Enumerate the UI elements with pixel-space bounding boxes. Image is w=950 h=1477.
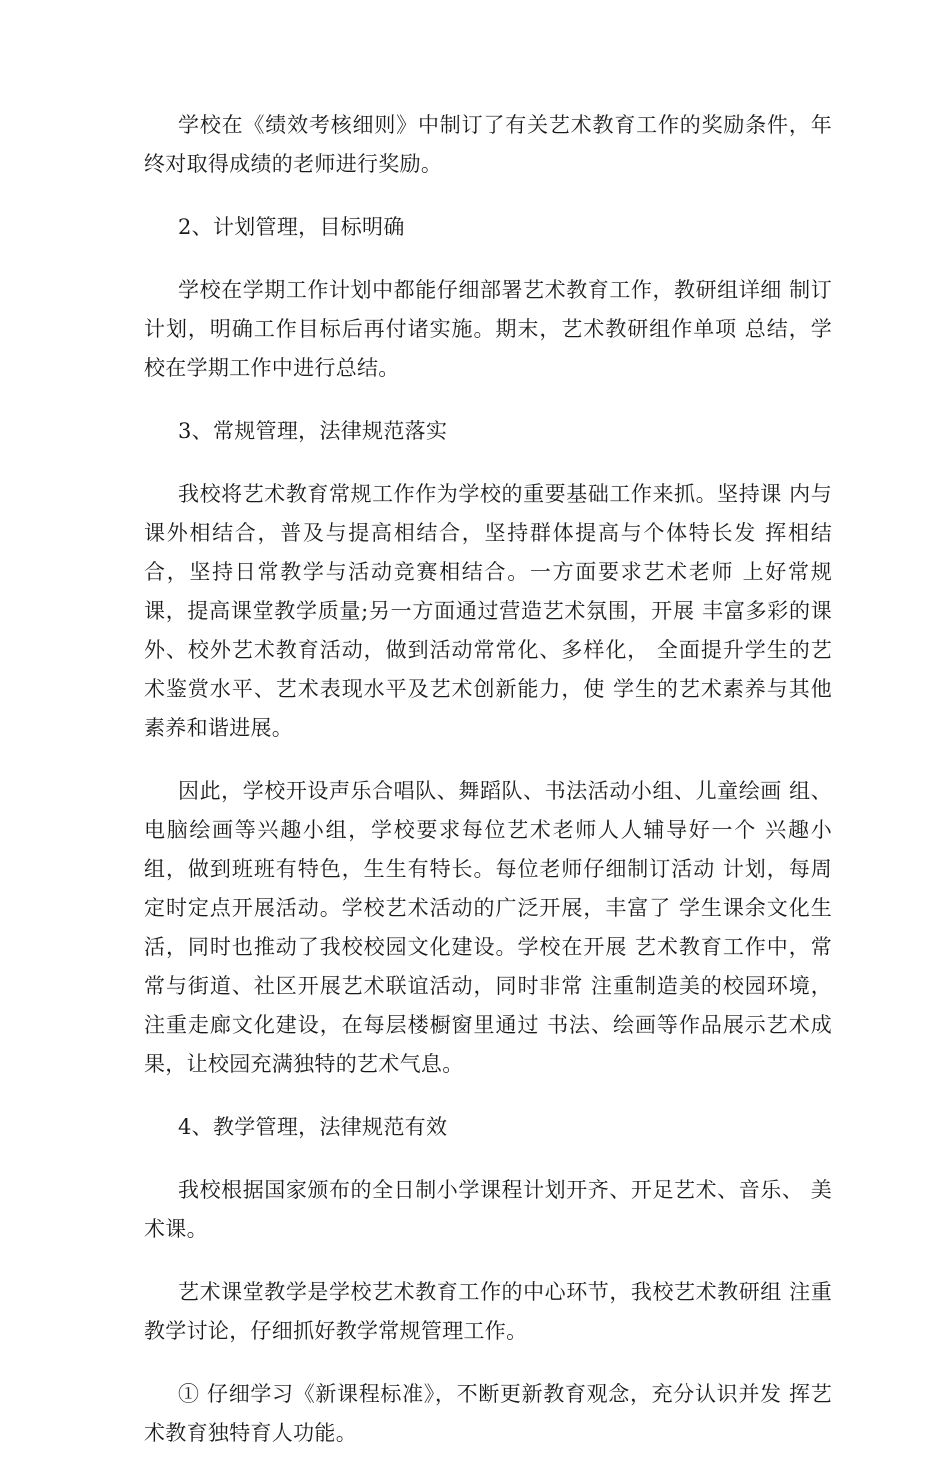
paragraph-interest-groups: 因此，学校开设声乐合唱队、舞蹈队、书法活动小组、儿童绘画 组、电脑绘画等兴趣小组，学校要求每位艺术老师人人辅导好一个 兴趣小组，做到班班有特色，生生有特长。每位老师仔细制订活动 计划，每周定时定点开展活动。学校艺术活动的广泛开展，丰富了 学生课余文化生活，同时也推动了我校校园文化建设。学校在开展 艺术教育工作中，常常与街道、社区开展艺术联谊活动，同时非常 注重制造美的校园环境，注重走廊文化建设，在每层楼橱窗里通过 书法、绘画等作品展示艺术成果，让校园充满独特的艺术气息。 (144, 779, 832, 1076)
section-heading-routine: 3、常规管理，法律规范落实 (178, 419, 448, 443)
paragraph-curriculum: 我校根据国家颁布的全日制小学课程计划开齐、开足艺术、音乐、 美术课。 (144, 1178, 832, 1241)
paragraph-classroom: 艺术课堂教学是学校艺术教育工作的中心环节，我校艺术教研组 注重教学讨论，仔细抓好教学常规管理工作。 (144, 1280, 832, 1343)
paragraph-reward: 学校在《绩效考核细则》中制订了有关艺术教育工作的奖励条件，年终对取得成绩的老师进行奖励。 (144, 113, 832, 176)
document-body (144, 106, 832, 1477)
paragraph-plan: 学校在学期工作计划中都能仔细部署艺术教育工作，教研组详细 制订计划，明确工作目标后再付诸实施。期末，艺术教研组作单项 总结，学校在学期工作中进行总结。 (144, 278, 832, 380)
paragraph-study-standards: ① 仔细学习《新课程标准》，不断更新教育观念，充分认识并发 挥艺术教育独特育人功能。 (144, 1382, 832, 1445)
section-heading-plan: 2、计划管理，目标明确 (178, 215, 405, 239)
paragraph-routine: 我校将艺术教育常规工作作为学校的重要基础工作来抓。坚持课 内与课外相结合，普及与提高相结合，坚持群体提高与个体特长发 挥相结合，坚持日常教学与活动竞赛相结合。一方面要求艺术老师 上好常规课，提高课堂教学质量;另一方面通过营造艺术氛围，开展 丰富多彩的课外、校外艺术教育活动，做到活动常常化、多样化， 全面提升学生的艺术鉴赏水平、艺术表现水平及艺术创新能力，使 学生的艺术素养与其他素养和谐进展。 (144, 482, 832, 740)
section-heading-teaching: 4、教学管理，法律规范有效 (178, 1115, 448, 1139)
